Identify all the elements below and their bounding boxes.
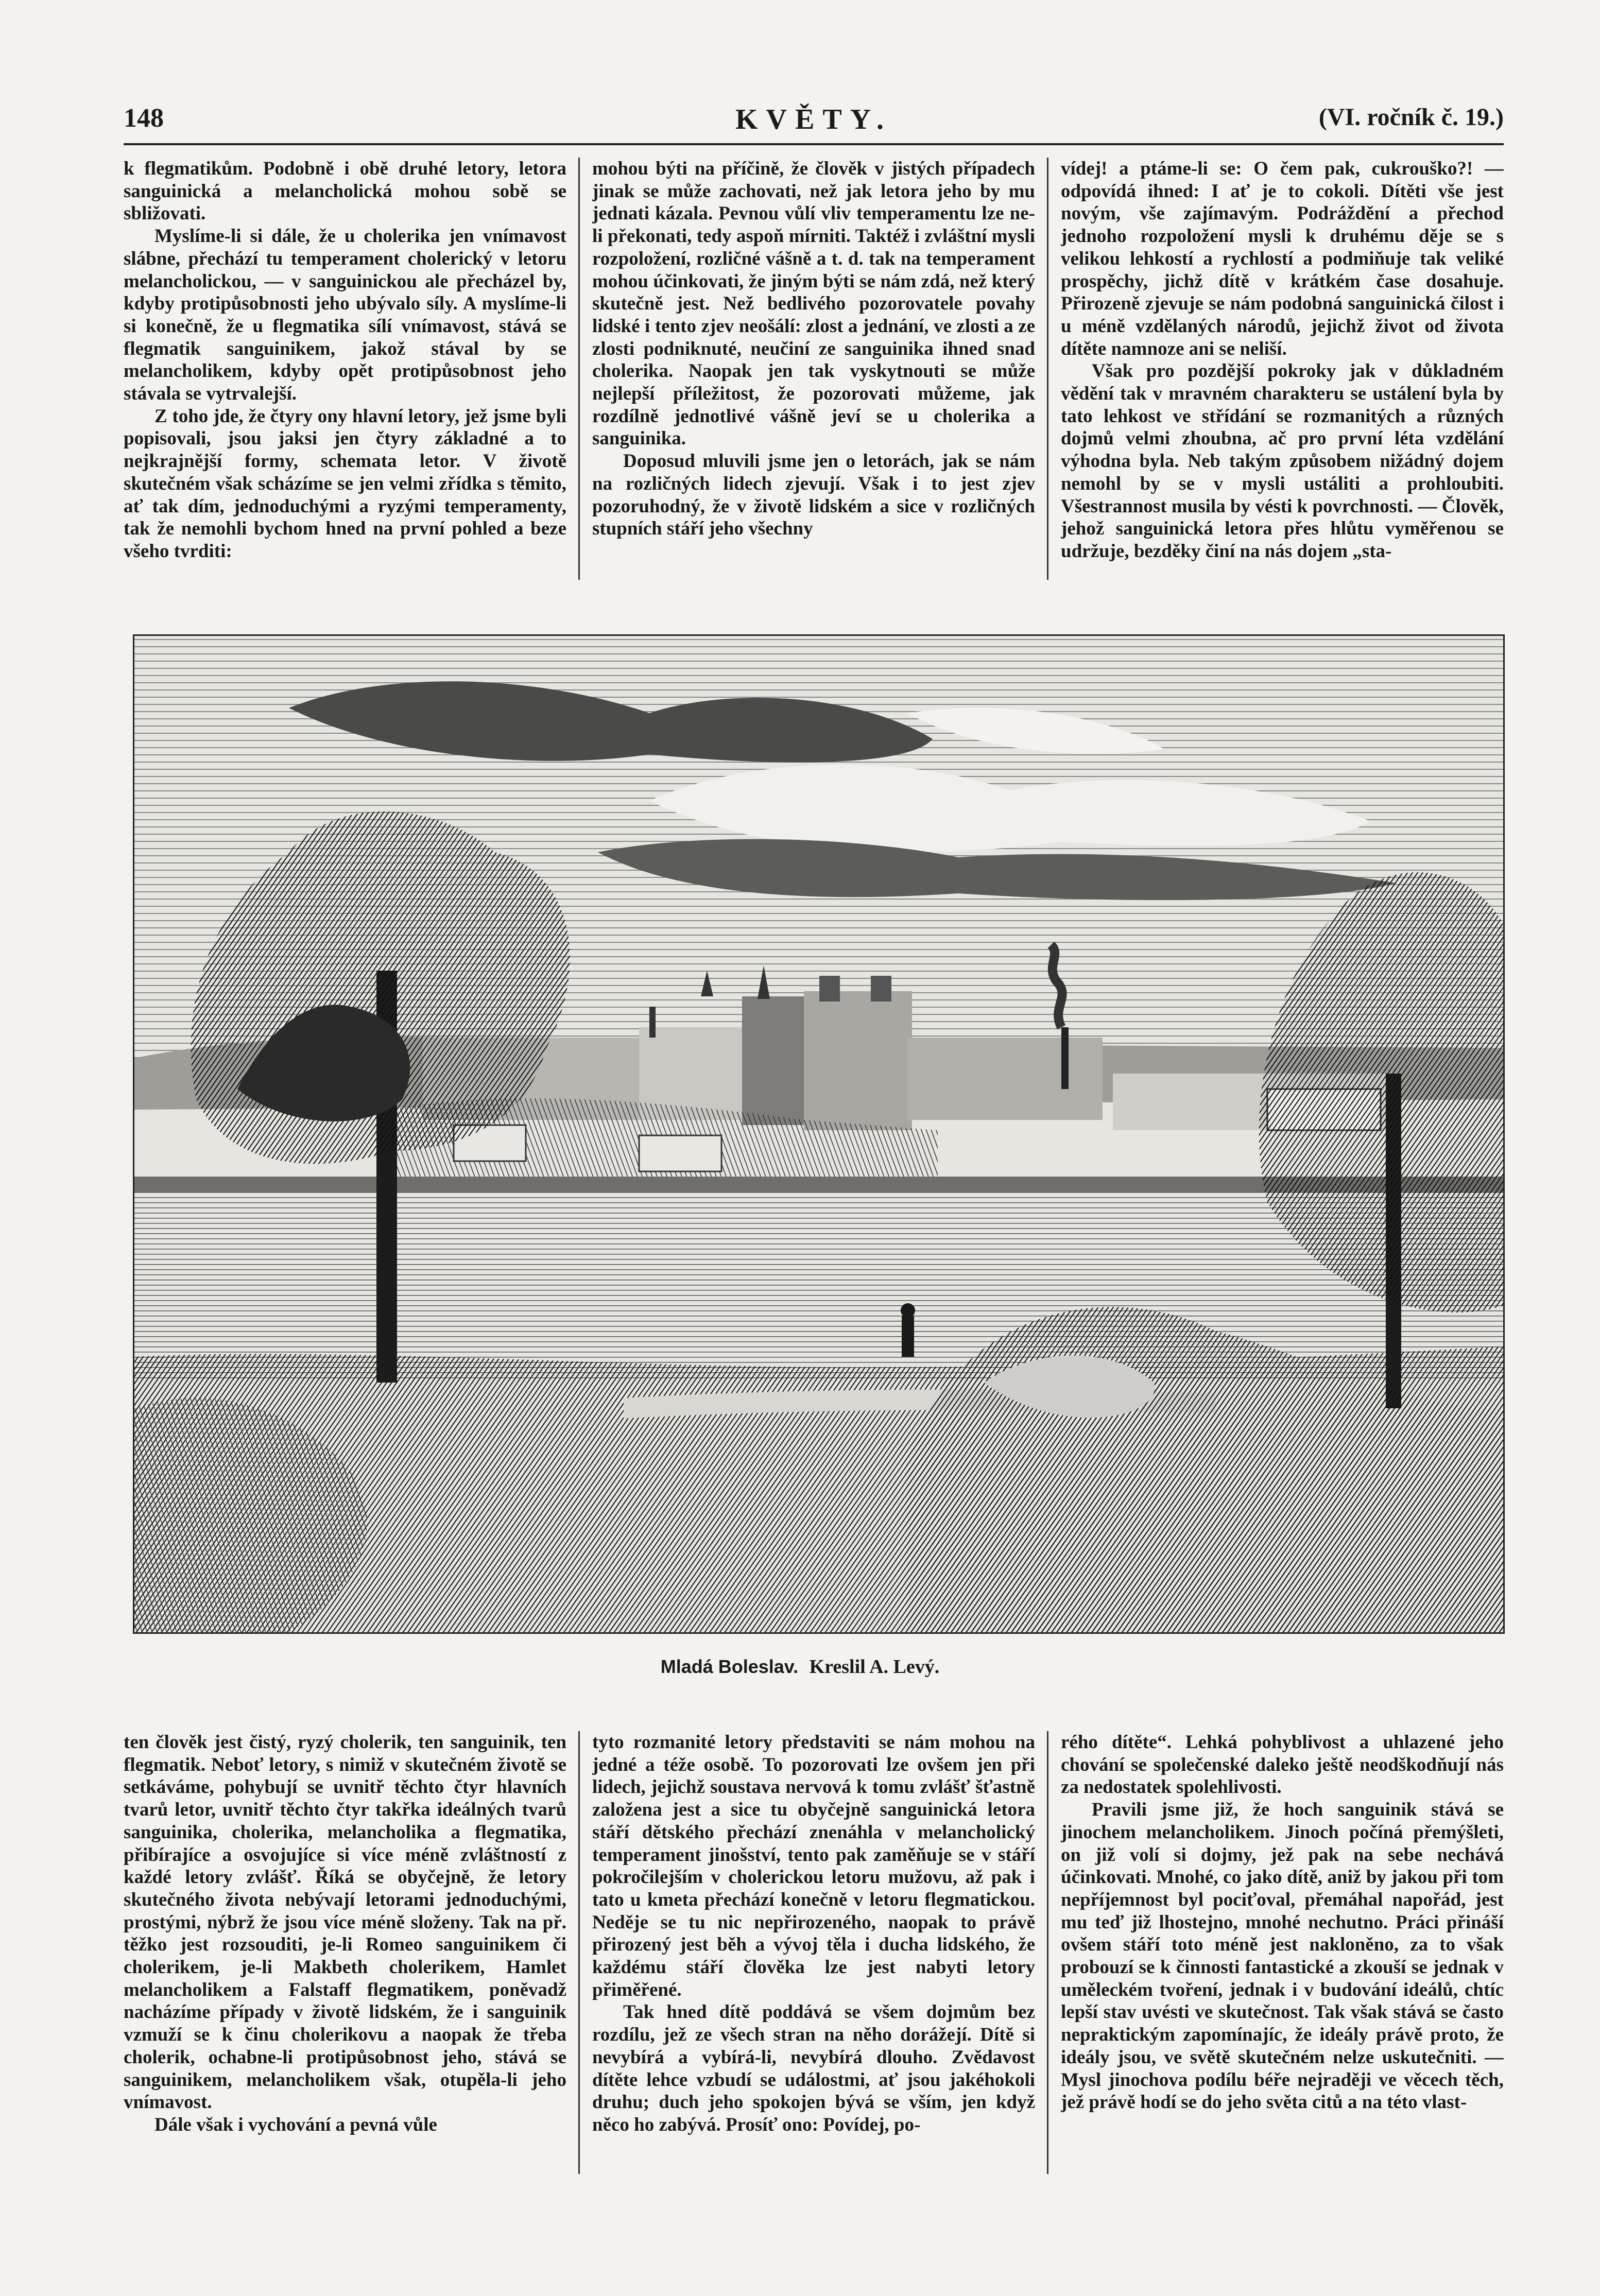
paragraph: Z toho jde, že čtyry ony hlavní letory, jež jsme byli popisovali, jsou jaksi jen čtyry základné a to nejkrajnější formy, schemata letor. V životě skutečném však scházíme se jen velmi zřídka s těmito, ať tak dím, jednoduchými a ryzými temperamenty, tak že nemohli bychom hned na první pohled a beze všeho tvrditi: [124, 405, 566, 562]
paragraph: Tak hned dítě poddává se všem dojmům bez rozdílu, jež ze všech stran na něho dorážejí. Dítě si nevybírá a vybírá-li, nevybírá dlouho. Zvědavost dítěte lehce vzbudí se událostmi, ať jsou jakéhokoli druhu; duch jeho spokojen bývá se vším, jen když něco ho zabývá. Prosíť ono: Povídej, po- [592, 2001, 1035, 2135]
column-divider [578, 158, 580, 580]
caption-place: Mladá Boleslav. [660, 1656, 799, 1677]
paragraph: k flegmatikům. Podobně i obě druhé letory, letora sanguinická a melancholická mohou sobě se sbližovati. [124, 158, 566, 225]
bottom-text-block [124, 1731, 1504, 2174]
column-divider [1047, 158, 1048, 580]
landscape-engraving [134, 636, 1503, 1632]
paragraph: vídej! a ptáme-li se: O čem pak, cukrouško?! — odpovídá ihned: I ať je to cokoli. Dítěti vše jest novým, vše zajímavým. Podráždění a přechod jednoho rozpoložení mysli k druhému děje se s velikou lehkostí a rychlostí a podmiňuje tak veliké prospěchy, jichž dítě v krátkém čase dosahuje. Přirozeně zjevuje se nám podobná sanguinická čilost i u méně vzdělaných národů, jejichž život od života dítěte namnoze ani se neliší. [1061, 158, 1504, 359]
top-column-2 [592, 158, 1035, 580]
top-text-block [124, 158, 1504, 580]
paragraph: Dále však i vychování a pevná vůle [154, 2114, 437, 2135]
paragraph: Doposud mluvili jsme jen o letorách, jak se nám na rozličných lidech zjevují. Však i to jest zjev pozoruhodný, že v životě lidském a sice v rozličných stupních stáří jeho všechny [592, 451, 1035, 540]
paragraph: Pravili jsme již, že hoch sanguinik stává se jinochem melancholikem. Jinoch počíná přemýšleti, on již volí si dojmy, jež pak na sebe nechává účinkovati. Mnohé, co jako dítě, aniž by jakou při tom nepříjemnost byl pociťoval, přemáhal napořád, jest mu teď již lhostejno, mnohé nechutno. Práci přináší ovšem stáří toto méně jest nakloněno, za to však probouzí se k činnosti fantastické a zkouší se jednak v uměleckém tvoření, jednak i v budování ideálů, chtíc lepší stav uvésti ve skutečnost. Tak však stává se často nepraktickým zapomínajíc, že ideály právě proto, že ideály jsou, ve světě skutečném nelze uskutečniti. — Mysl jinochova podílu béře nejraději ve věcech těch, jež právě hodí se do jeho světa citů a na této vlast- [1061, 1799, 1504, 2113]
paragraph: tyto rozmanité letory představiti se nám mohou na jedné a téže osobě. To pozorovati lze ovšem jen při lidech, jejichž soustava nervová k tomu zvlášť šťastně založena jest a sice tu obyčejně sanguinická letora stáří dětského přechází znenáhla v melancholický temperament jinošství, tento pak zaměňuje se v stáří pokročilejším v cholerickou letoru mužovu, až pak i tato u kmeta přechází konečně v letoru flegmatickou. Neděje se tu nic nepřirozeného, naopak to právě přirozený jest běh a vývoj těla i ducha lidského, že každému stáří člověka lze jest nabyti letory přiměřené. [592, 1732, 1035, 2000]
paragraph: Však pro pozdější pokroky jak v důkladném vědění tak v mravném charakteru se ustálení byla by tato lehkost ve střídání se rozmanitých a různých dojmů velmi zhoubna, ač pro první léta vzdělání výhodna byla. Neb takým způsobem nižádný dojem nemohl by se v mysli ustáliti a prohloubiti. Všestrannost musila by vésti k povrchnosti. — Člověk, jehož sanguinická letora přes hlůtu vyměřenou se udržuje, bezděky činí na nás dojem „sta- [1061, 360, 1504, 562]
caption-credit: Kreslil A. Levý. [809, 1656, 940, 1678]
column-divider [1047, 1731, 1048, 2174]
engraving-illustration [133, 634, 1505, 1634]
paragraph: mohou býti na příčině, že člověk v jistých případech jinak se může zachovati, než jak letora jeho by mu jednati kázala. Pevnou vůlí vliv temperamentu lze ne-li překonati, tedy aspoň mírniti. Taktéž i zvláštní mysli rozpoložení, rozličné vášně a t. d. tak na temperament mohou účinkovati, že jiným býti se nám zdá, než který skutečně jest. Než bedlivého pozorovatele povahy lidské i tento zjev neošálí: zlost a jednání, ve zlosti a ze zlosti podniknuté, neučiní ze sanguinika ihned snad cholerika. Naopak jen tak vyskytnouti se může nejlepší příležitost, že pozorovati můžeme, jak rozdílně jednotlivé vášně jeví se u cholerika a sanguinika. [592, 158, 1035, 450]
issue-info: (VI. ročník č. 19.) [1318, 103, 1504, 131]
paragraph: rého dítěte“. Lehká pohyblivost a uhlazené jeho chování se společenské daleko ještě neodškodňují nás za nedostatek spolehlivosti. [1061, 1732, 1504, 1798]
top-column-1 [124, 158, 566, 580]
figure-caption [0, 1655, 1600, 1678]
bottom-column-1 [124, 1731, 566, 2174]
journal-title: KVĚTY. [735, 103, 892, 135]
column-divider [578, 1731, 580, 2174]
bottom-column-2 [592, 1731, 1035, 2174]
bottom-column-3 [1061, 1731, 1504, 2174]
page-number: 148 [124, 103, 164, 133]
page-header [124, 103, 1504, 144]
paragraph: ten člověk jest čistý, ryzý cholerik, ten sanguinik, ten flegmatik. Neboť letory, s nimiž v skutečném životě se setkáváme, pohybují se uvnitř těchto čtyr hlavních tvarů letor, uvnitř těchto čtyr takřka ideálných tvarů sanguinika, cholerika, melancholika a flegmatika, přibírajíce a osvojujíce si více méně zvláštností z každé letory zvlášť. Říká se obyčejně, že letory skutečného života nebývají letorami jednoduchými, prostými, nýbrž že jsou více méně složeny. Tak na př. těžko jest rozsouditi, je-li Romeo sanguinikem či cholerikem, je-li Makbeth cholerikem, Hamlet melancholikem a Falstaff flegmatikem, poněvadž nacházíme případy v životě lidském, že i sanguinik vzmuží se k činu cholerikovu a naopak že třeba cholerik, ochabne-li protipůsobnost jeho, stává se sanguinikem, melancholikem však, otupěla-li jeho vnímavost. [124, 1732, 566, 2113]
paragraph: Myslíme-li si dále, že u cholerika jen vnímavost slábne, přechází tu temperament cholerický v letoru melancholickou, — v sanguinickou ale přecházel by, kdyby protipůsobnosti jeho ubývalo síly. A myslíme-li si konečně, že u flegmatika sílí vnímavost, stává se flegmatik sanguinikem, jakož stával by se melancholikem, kdyby opět protipůsobnost jeho stávala se vytrvalejší. [124, 226, 566, 405]
header-rule [124, 143, 1504, 145]
top-column-3 [1061, 158, 1504, 580]
